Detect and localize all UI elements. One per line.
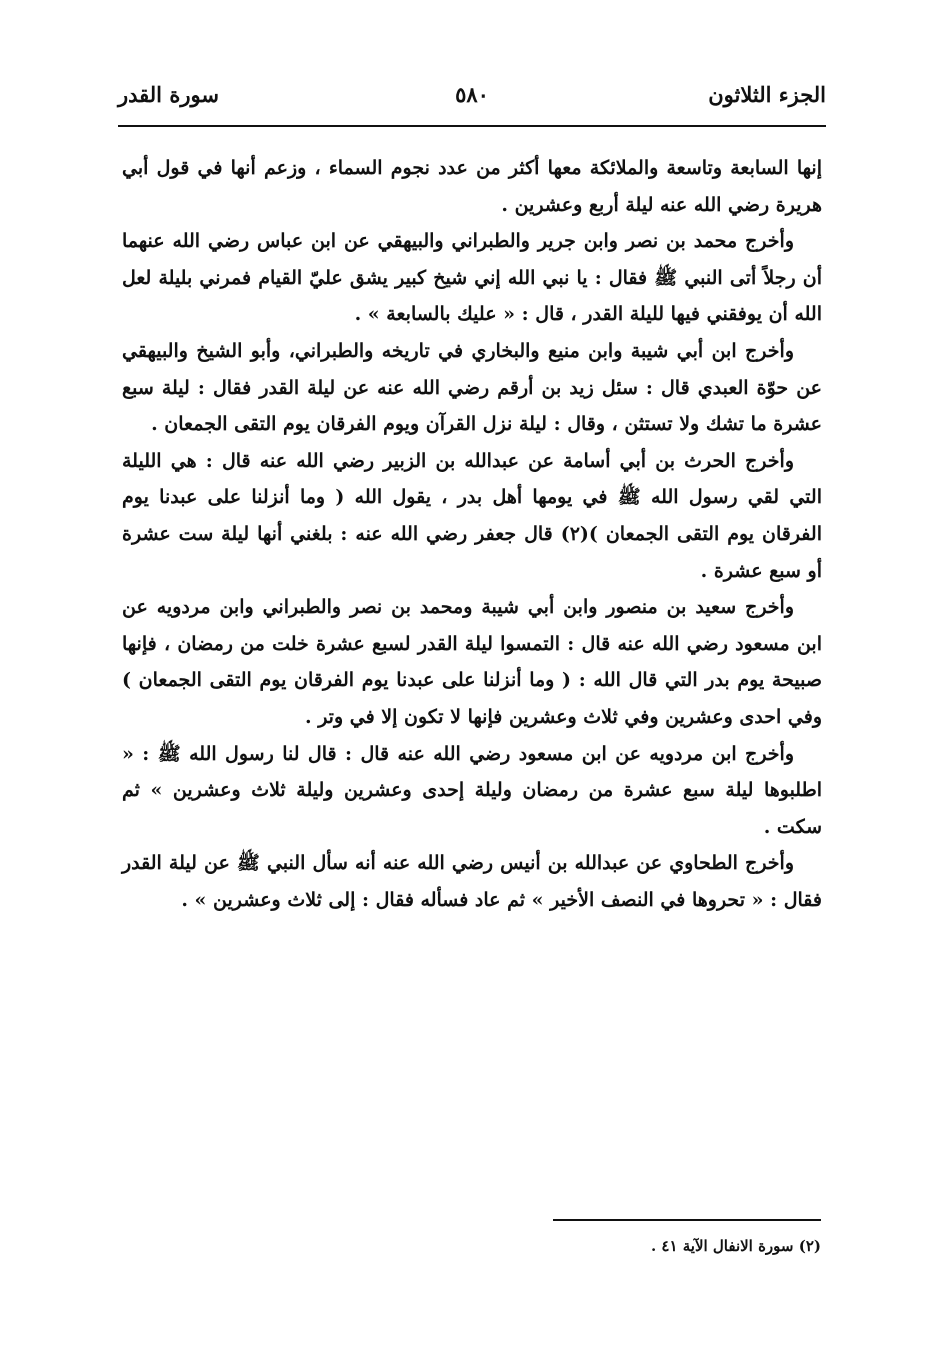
paragraph: وأخرج الطحاوي عن عبدالله بن أنيس رضي الله عنه أنه سأل النبي ﷺ عن ليلة القدر فقال : « تحروها في النصف الأخير » ثم عاد فسأله فقال : إلى ثلاث وعشرين » .: [122, 852, 822, 911]
surah-title: سورة القدر: [118, 82, 219, 107]
running-header: [118, 78, 826, 118]
footnote-rule: [553, 1219, 821, 1221]
page-number: ٥٨٠: [455, 82, 489, 107]
paragraph: وأخرج الحرث بن أبي أسامة عن عبدالله بن الزبير رضي الله عنه قال : هي الليلة التي لقي رسول الله ﷺ في يومها أهل بدر ، يقول الله ( وما أنزلنا على عبدنا يوم الفرقان يوم التقى الجمعان )(٢) قال جعفر رضي الله عنه : بلغني أنها ليلة ست عشرة أو سبع عشرة .: [122, 449, 822, 582]
body-text: [122, 150, 822, 918]
paragraph: إنها السابعة وتاسعة والملائكة معها أكثر من عدد نجوم السماء ، وزعم أنها في قول أبي هريرة رضي الله عنه ليلة أربع وعشرين .: [122, 157, 822, 216]
part-title: الجزء الثلاثون: [708, 82, 826, 107]
paragraph: وأخرج محمد بن نصر وابن جرير والطبراني والبيهقي عن ابن عباس رضي الله عنهما أن رجلاً أتى النبي ﷺ فقال : يا نبي الله إني شيخ كبير يشق عليّ القيام فمرني بليلة لعل الله أن يوفقني فيها لليلة القدر ، قال : « عليك بالسابعة » .: [122, 230, 822, 326]
paragraph: وأخرج ابن مردويه عن ابن مسعود رضي الله عنه قال : قال لنا رسول الله ﷺ : « اطلبوها ليلة سبع عشرة من رمضان وليلة إحدى وعشرين وليلة ثلاث وعشرين » ثم سكت .: [122, 742, 822, 838]
paragraph: وأخرج ابن أبي شيبة وابن منيع والبخاري في تاريخه والطبراني، وأبو الشيخ والبيهقي عن حوّة العبدي قال : سئل زيد بن أرقم رضي الله عنه عن ليلة القدر فقال : ليلة سبع عشرة ما تشك ولا تستثن ، وقال : ليلة نزل القرآن ويوم الفرقان يوم التقى الجمعان .: [122, 339, 822, 436]
header-rule: [118, 125, 826, 127]
paragraph: وأخرج سعيد بن منصور وابن أبي شيبة ومحمد بن نصر والطبراني وابن مردويه عن ابن مسعود رضي الله عنه قال : التمسوا ليلة القدر لسبع عشرة خلت من رمضان ، فإنها صبيحة يوم بدر التي قال الله : ( وما أنزلنا على عبدنا يوم الفرقان يوم التقى الجمعان ) وفي احدى وعشرين وفي ثلاث وعشرين فإنها لا تكون إلا في وتر .: [122, 596, 822, 728]
footnote: (٢) سورة الانفال الآية ٤١ .: [650, 1237, 821, 1255]
